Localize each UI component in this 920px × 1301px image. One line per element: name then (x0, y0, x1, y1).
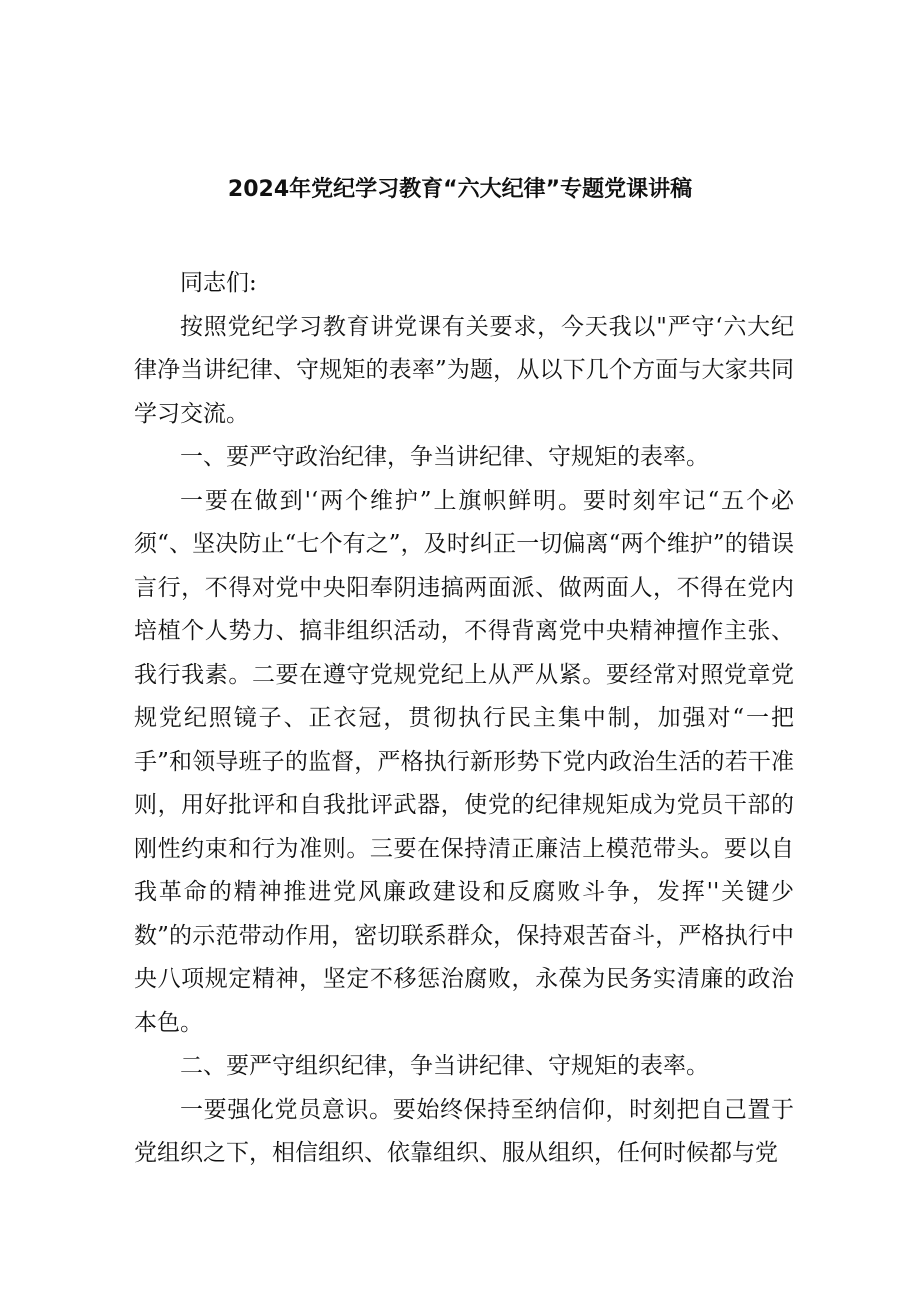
paragraph-greeting: 同志们: (180, 270, 257, 296)
paragraph-section-2: 一要强化党员意识。要始终保持至纳信仰，时刻把自己置于党组织之下，相信组织、依靠组织、服从组织，任何时候都与党 (134, 1096, 794, 1166)
section-heading-1: 一、要严守政治纪律，争当讲纪律、守规矩的表率。 (180, 444, 709, 470)
paragraph-section-1: 一要在做到'‘两个维护”上旗帜鲜明。要时刻牢记“五个必须“、坚决防止“七个有之”，及时纠正一切偏离“两个维护”的错误言行，不得对党中央阳奉阴违搞两面派、做两面人，不得在党内培植个人势力、搞非组织活动，不得背离党中央精神擅作主张、我行我素。二要在遵守党规党纪上从严从紧。要经常对照党章党规党纪照镜子、正衣冠，贯彻执行民主集中制，加强对“一把手”和领导班子的监督，严格执行新形势下党内政治生活的若干准则，用好批评和自我批评武器，使党的纪律规矩成为党员干部的刚性约束和行为准则。三要在保持清正廉洁上模范带头。要以自我革命的精神推进党风廉政建设和反腐败斗争，发挥''关键少数”的示范带动作用，密切联系群众，保持艰苦奋斗，严格执行中央八项规定精神，坚定不移惩治腐败，永葆为民务实清廉的政治本色。 (134, 487, 794, 1036)
document-title: 2024年党纪学习教育“六大纪律”专题党课讲稿 (227, 177, 693, 202)
document-body (134, 262, 794, 1176)
section-heading-2: 二、要严守组织纪律，争当讲纪律、守规矩的表率。 (180, 1053, 709, 1079)
paragraph-intro: 按照党纪学习教育讲党课有关要求，今天我以"严守‘六大纪律净当讲纪律、守规矩的表率”为题，从以下几个方面与大家共同学习交流。 (134, 313, 794, 427)
